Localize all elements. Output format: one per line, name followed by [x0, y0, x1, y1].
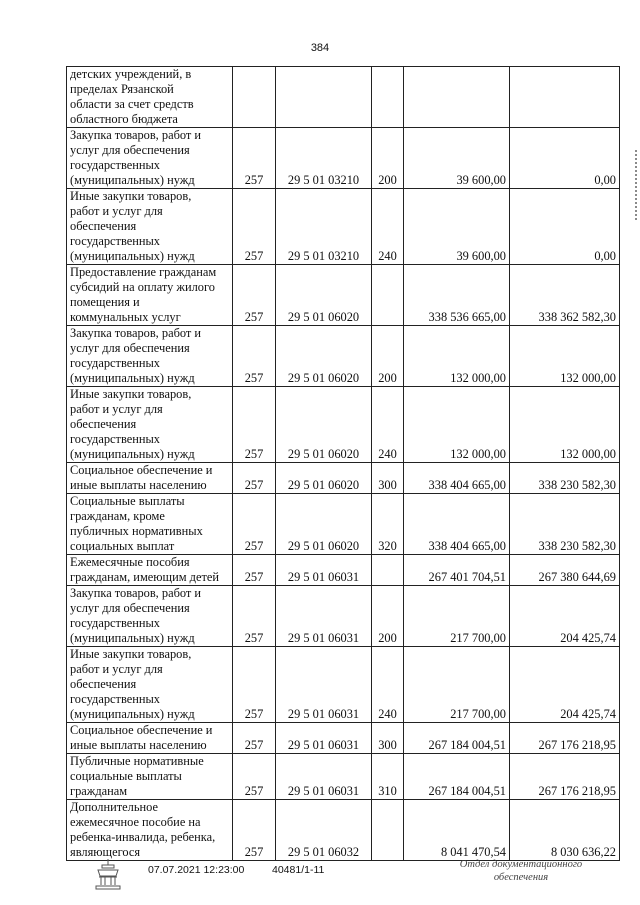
cell-actual-amount: 338 230 582,30 [510, 494, 620, 555]
cell-target-article: 29 5 01 03210 [276, 189, 372, 265]
cell-target-article: 29 5 01 06032 [276, 800, 372, 861]
cell-description [67, 555, 233, 586]
cell-actual-amount: 204 425,74 [510, 586, 620, 647]
description-text: Иные закупки товаров, работ и услуг для обеспечения государственных (муниципальных) нужд [70, 189, 195, 263]
cell-plan-amount: 217 700,00 [404, 647, 510, 723]
cell-description [67, 387, 233, 463]
cell-plan-amount [404, 67, 510, 128]
cell-description [67, 586, 233, 647]
cell-actual-amount: 0,00 [510, 189, 620, 265]
table-row [67, 754, 620, 800]
description-text: Иные закупки товаров, работ и услуг для обеспечения государственных (муниципальных) нужд [70, 647, 195, 721]
cell-description [67, 647, 233, 723]
stamp-line-2: обеспечения [493, 872, 549, 883]
cell-expense-type: 200 [372, 586, 404, 647]
cell-actual-amount: 338 362 582,30 [510, 265, 620, 326]
table-row [67, 387, 620, 463]
table-row [67, 128, 620, 189]
cell-actual-amount: 267 380 644,69 [510, 555, 620, 586]
cell-plan-amount: 267 184 004,51 [404, 754, 510, 800]
cell-actual-amount: 8 030 636,22 [510, 800, 620, 861]
cell-actual-amount: 267 176 218,95 [510, 754, 620, 800]
cell-target-article: 29 5 01 06031 [276, 723, 372, 754]
cell-plan-amount: 338 404 665,00 [404, 494, 510, 555]
description-text: Закупка товаров, работ и услуг для обеспечения государственных (муниципальных) нужд [70, 128, 202, 187]
cell-actual-amount: 204 425,74 [510, 647, 620, 723]
cell-expense-type: 200 [372, 326, 404, 387]
description-text: Социальное обеспечение и иные выплаты населению [70, 463, 213, 492]
cell-expense-type: 240 [372, 387, 404, 463]
cell-plan-amount: 267 184 004,51 [404, 723, 510, 754]
cell-expense-type: 310 [372, 754, 404, 800]
description-text: Иные закупки товаров, работ и услуг для обеспечения государственных (муниципальных) нужд [70, 387, 195, 461]
description-text: Дополнительное ежемесячное пособие на ребенка-инвалида, ребенка, являющегося [70, 800, 216, 859]
cell-target-article: 29 5 01 03210 [276, 128, 372, 189]
table-row [67, 326, 620, 387]
budget-table [66, 66, 620, 861]
footer-doc-number: 40481/1-11 [272, 864, 325, 876]
cell-description [67, 128, 233, 189]
cell-expense-type [372, 555, 404, 586]
description-text: Предоставление гражданам субсидий на оплату жилого помещения и коммунальных услуг [70, 265, 217, 324]
cell-code [233, 67, 276, 128]
footer-date: 07.07.2021 12:23:00 [148, 864, 245, 876]
description-text: Закупка товаров, работ и услуг для обеспечения государственных (муниципальных) нужд [70, 326, 202, 385]
table-row [67, 265, 620, 326]
cell-target-article: 29 5 01 06031 [276, 586, 372, 647]
cell-code: 257 [233, 463, 276, 494]
cell-description [67, 265, 233, 326]
cell-code: 257 [233, 586, 276, 647]
description-text: Социальные выплаты гражданам, кроме публичных нормативных социальных выплат [70, 494, 203, 553]
cell-expense-type: 300 [372, 463, 404, 494]
cell-code: 257 [233, 647, 276, 723]
table-row [67, 67, 620, 128]
description-text: Социальное обеспечение и иные выплаты населению [70, 723, 213, 752]
cell-expense-type: 240 [372, 189, 404, 265]
table-row [67, 494, 620, 555]
table-row [67, 586, 620, 647]
cell-plan-amount: 338 404 665,00 [404, 463, 510, 494]
description-text: Ежемесячные пособия гражданам, имеющим детей [70, 555, 219, 584]
scan-edge-marks [632, 150, 637, 220]
cell-description [67, 754, 233, 800]
cell-description [67, 800, 233, 861]
cell-plan-amount: 132 000,00 [404, 326, 510, 387]
description-text: детских учреждений, в пределах Рязанской области за счет средств областного бюджета [70, 67, 194, 126]
cell-description [67, 463, 233, 494]
cell-code: 257 [233, 723, 276, 754]
cell-target-article: 29 5 01 06031 [276, 754, 372, 800]
cell-expense-type [372, 265, 404, 326]
cell-description [67, 326, 233, 387]
cell-plan-amount: 132 000,00 [404, 387, 510, 463]
cell-code: 257 [233, 387, 276, 463]
cell-expense-type [372, 800, 404, 861]
cell-actual-amount: 132 000,00 [510, 387, 620, 463]
cell-target-article: 29 5 01 06020 [276, 265, 372, 326]
cell-target-article: 29 5 01 06031 [276, 555, 372, 586]
stamp-line-1: Отдел документационного [459, 859, 583, 870]
cell-code: 257 [233, 265, 276, 326]
cell-code: 257 [233, 494, 276, 555]
cell-actual-amount [510, 67, 620, 128]
table-row [67, 647, 620, 723]
cell-actual-amount: 338 230 582,30 [510, 463, 620, 494]
cell-target-article: 29 5 01 06020 [276, 387, 372, 463]
cell-plan-amount: 39 600,00 [404, 128, 510, 189]
cell-plan-amount: 338 536 665,00 [404, 265, 510, 326]
cell-target-article [276, 67, 372, 128]
cell-plan-amount: 39 600,00 [404, 189, 510, 265]
page-footer [0, 856, 640, 896]
table-row [67, 723, 620, 754]
cell-actual-amount: 0,00 [510, 128, 620, 189]
cell-code: 257 [233, 128, 276, 189]
cell-plan-amount: 217 700,00 [404, 586, 510, 647]
table-row [67, 800, 620, 861]
description-text: Закупка товаров, работ и услуг для обеспечения государственных (муниципальных) нужд [70, 586, 202, 645]
cell-code: 257 [233, 800, 276, 861]
cell-expense-type: 240 [372, 647, 404, 723]
cell-target-article: 29 5 01 06020 [276, 326, 372, 387]
cell-actual-amount: 132 000,00 [510, 326, 620, 387]
table-row [67, 555, 620, 586]
description-text: Публичные нормативные социальные выплаты гражданам [70, 754, 204, 798]
cell-expense-type [372, 67, 404, 128]
cell-target-article: 29 5 01 06020 [276, 463, 372, 494]
cell-plan-amount: 267 401 704,51 [404, 555, 510, 586]
cell-code: 257 [233, 555, 276, 586]
table-row [67, 463, 620, 494]
cell-expense-type: 200 [372, 128, 404, 189]
department-stamp [446, 858, 596, 884]
cell-description [67, 723, 233, 754]
cell-expense-type: 300 [372, 723, 404, 754]
cell-code: 257 [233, 326, 276, 387]
cell-description [67, 67, 233, 128]
page-number: 384 [310, 42, 330, 54]
cell-description [67, 189, 233, 265]
cell-target-article: 29 5 01 06020 [276, 494, 372, 555]
emblem-icon [90, 856, 126, 892]
cell-expense-type: 320 [372, 494, 404, 555]
cell-description [67, 494, 233, 555]
table-row [67, 189, 620, 265]
cell-target-article: 29 5 01 06031 [276, 647, 372, 723]
cell-plan-amount: 8 041 470,54 [404, 800, 510, 861]
cell-actual-amount: 267 176 218,95 [510, 723, 620, 754]
cell-code: 257 [233, 754, 276, 800]
cell-code: 257 [233, 189, 276, 265]
